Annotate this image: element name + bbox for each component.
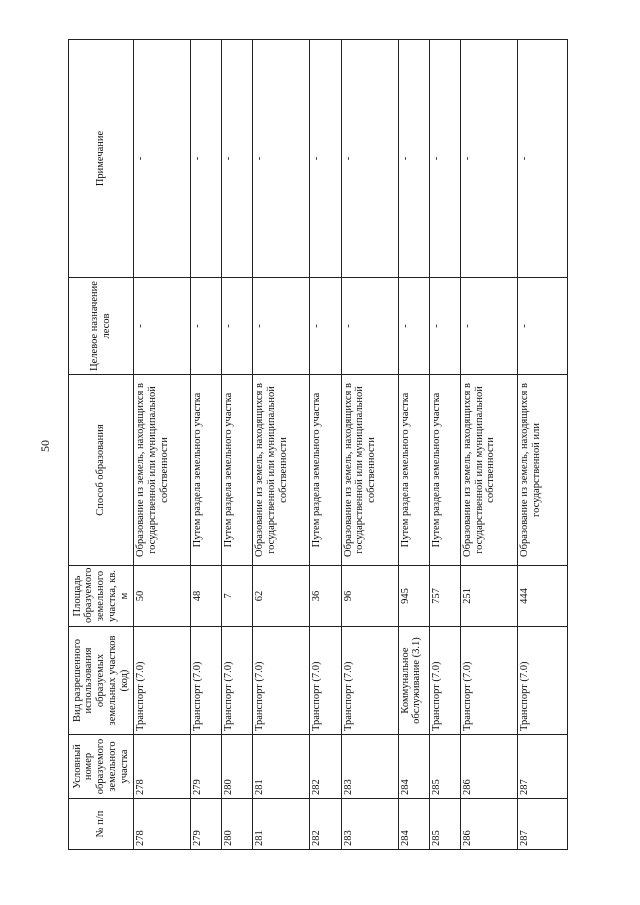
table-row xyxy=(253,40,310,850)
note: - xyxy=(222,40,253,278)
plot-area: 62 xyxy=(253,566,310,627)
forest-purpose: - xyxy=(191,278,222,375)
note: - xyxy=(253,40,310,278)
row-number: 285 xyxy=(429,799,460,850)
permitted-use: Транспорт (7.0) xyxy=(191,627,222,735)
forest-purpose: - xyxy=(398,278,429,375)
table-row xyxy=(222,40,253,850)
table-row xyxy=(191,40,222,850)
formation-method: Путем раздела земельного участка xyxy=(191,375,222,566)
table-row xyxy=(518,40,568,850)
header-forest-purpose: Целевое назначение лесов xyxy=(69,278,134,375)
forest-purpose: - xyxy=(518,278,568,375)
conditional-number: 283 xyxy=(341,735,398,799)
plot-area: 36 xyxy=(310,566,341,627)
land-plots-table xyxy=(68,39,568,850)
forest-purpose: - xyxy=(310,278,341,375)
forest-purpose: - xyxy=(222,278,253,375)
rotated-table-container xyxy=(68,40,568,850)
table-row xyxy=(310,40,341,850)
formation-method: Образование из земель, находящихся в государственной или муниципальной собственности xyxy=(460,375,517,566)
page-number: 50 xyxy=(38,440,52,452)
table-row xyxy=(460,40,517,850)
formation-method: Образование из земель, находящихся в государственной или xyxy=(518,375,568,566)
forest-purpose: - xyxy=(429,278,460,375)
note: - xyxy=(341,40,398,278)
formation-method: Путем раздела земельного участка xyxy=(429,375,460,566)
note: - xyxy=(310,40,341,278)
header-formation-method: Способ образования xyxy=(69,375,134,566)
row-number: 286 xyxy=(460,799,517,850)
plot-area: 251 xyxy=(460,566,517,627)
plot-area: 945 xyxy=(398,566,429,627)
table-row xyxy=(134,40,191,850)
table-row xyxy=(341,40,398,850)
note: - xyxy=(429,40,460,278)
note: - xyxy=(134,40,191,278)
header-area: Площадь образуемого земельного участка, кв. м xyxy=(69,566,134,627)
conditional-number: 285 xyxy=(429,735,460,799)
plot-area: 444 xyxy=(518,566,568,627)
conditional-number: 281 xyxy=(253,735,310,799)
row-number: 284 xyxy=(398,799,429,850)
note: - xyxy=(518,40,568,278)
forest-purpose: - xyxy=(253,278,310,375)
row-number: 287 xyxy=(518,799,568,850)
table-row xyxy=(429,40,460,850)
row-number: 279 xyxy=(191,799,222,850)
permitted-use: Транспорт (7.0) xyxy=(310,627,341,735)
formation-method: Путем раздела земельного участка xyxy=(310,375,341,566)
plot-area: 96 xyxy=(341,566,398,627)
formation-method: Путем раздела земельного участка xyxy=(222,375,253,566)
conditional-number: 282 xyxy=(310,735,341,799)
plot-area: 50 xyxy=(134,566,191,627)
conditional-number: 287 xyxy=(518,735,568,799)
permitted-use: Транспорт (7.0) xyxy=(460,627,517,735)
forest-purpose: - xyxy=(341,278,398,375)
permitted-use: Транспорт (7.0) xyxy=(429,627,460,735)
row-number: 283 xyxy=(341,799,398,850)
formation-method: Образование из земель, находящихся в государственной или муниципальной собственности xyxy=(134,375,191,566)
formation-method: Путем раздела земельного участка xyxy=(398,375,429,566)
row-number: 282 xyxy=(310,799,341,850)
forest-purpose: - xyxy=(460,278,517,375)
header-note: Примечание xyxy=(69,40,134,278)
permitted-use: Транспорт (7.0) xyxy=(253,627,310,735)
conditional-number: 279 xyxy=(191,735,222,799)
header-number: № п/п xyxy=(69,799,134,850)
table-row xyxy=(398,40,429,850)
permitted-use: Транспорт (7.0) xyxy=(341,627,398,735)
plot-area: 7 xyxy=(222,566,253,627)
conditional-number: 284 xyxy=(398,735,429,799)
formation-method: Образование из земель, находящихся в государственной или муниципальной собственности xyxy=(253,375,310,566)
plot-area: 757 xyxy=(429,566,460,627)
permitted-use: Коммунальное обслуживание (3.1) xyxy=(398,627,429,735)
permitted-use: Транспорт (7.0) xyxy=(518,627,568,735)
permitted-use: Транспорт (7.0) xyxy=(222,627,253,735)
row-number: 280 xyxy=(222,799,253,850)
header-permitted-use: Вид разрешенного использования образуемых земельных участков (код) xyxy=(69,627,134,735)
note: - xyxy=(398,40,429,278)
formation-method: Образование из земель, находящихся в государственной или муниципальной собственности xyxy=(341,375,398,566)
forest-purpose: - xyxy=(134,278,191,375)
note: - xyxy=(460,40,517,278)
header-conditional-number: Условный номер образуемого земельного участка xyxy=(69,735,134,799)
permitted-use: Транспорт (7.0) xyxy=(134,627,191,735)
conditional-number: 280 xyxy=(222,735,253,799)
table-header-row xyxy=(69,40,134,850)
conditional-number: 278 xyxy=(134,735,191,799)
plot-area: 48 xyxy=(191,566,222,627)
row-number: 278 xyxy=(134,799,191,850)
conditional-number: 286 xyxy=(460,735,517,799)
note: - xyxy=(191,40,222,278)
row-number: 281 xyxy=(253,799,310,850)
